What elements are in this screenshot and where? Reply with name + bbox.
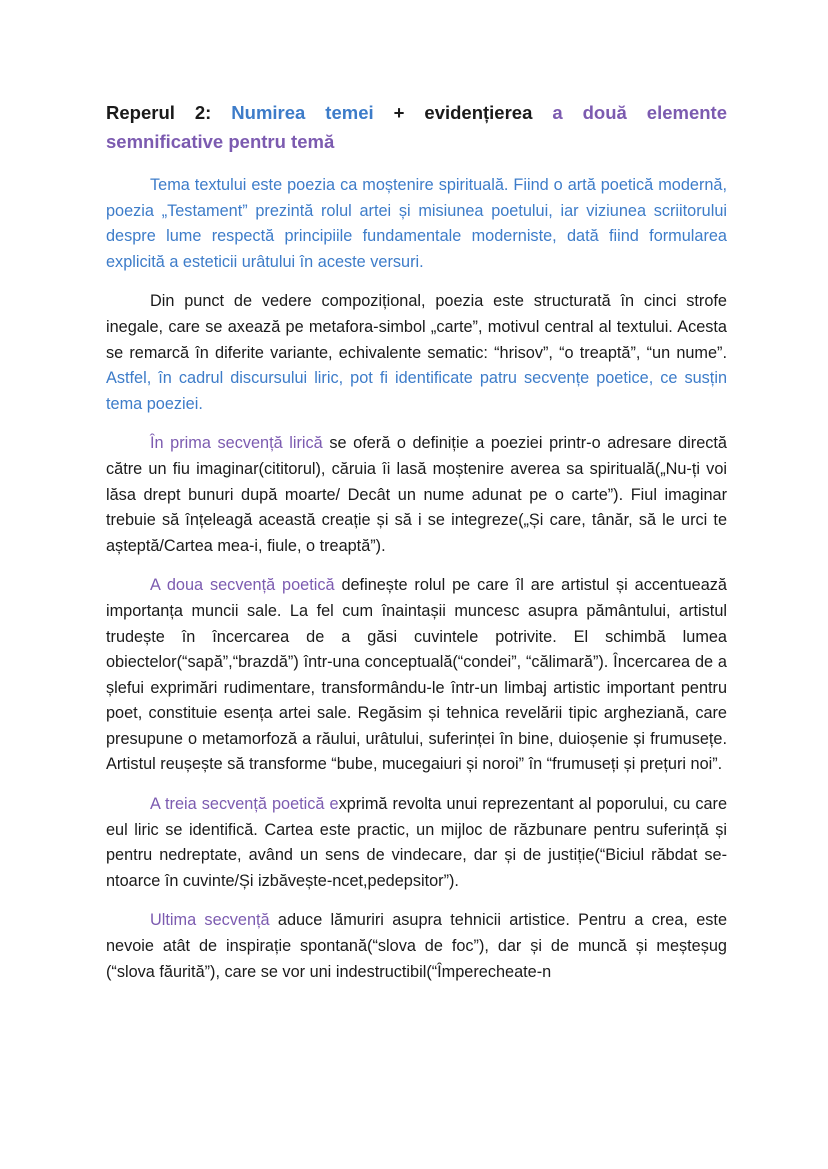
sequence-1-text: se oferă o definiție a poeziei printr-o adresare directă către un fiu imaginar(cititorul), căruia îi lasă moștenire averea sa spirituală(„Nu-ți voi lăsa drept bunuri după moarte/ Decât un nume adunat pe o carte”). Fiul imaginar trebuie să înțeleagă această creație și să i se integreze(„Și care, tânăr, să le urci te așteptă/Cartea mea-i, fiule, o treaptă”). (106, 434, 727, 555)
composition-text: Din punct de vedere compozițional, poezia este structurată în cinci strofe inegale, care se axează pe metafora-simbol „carte”, motivul central al textului. Acesta se remarcă în diferite variante, echivalente sematic: “hrisov”, “o treaptă”, “un nume”. (106, 292, 727, 362)
sequence-2-text: definește rolul pe care îl are artistul și accentuează importanța muncii sale. La fel cum înaintașii muncesc asupra pământului, artistul trudește în încercarea de a găsi cuvintele potrivite. El schimbă lumea obiectelor(“sapă”,“brazdă”) într-una conceptuală(“condei”, “călimară”). Încercarea de a șlefui exprimări rudimentare, transformându-le într-un limbaj artistic important pentru poet, constituie esența artei sale. Regăsim și tehnica revelării tipic argheziană, care presupune o metamorfoză a răului, urâtului, suferinței în bine, duioșenie și frumusețe. Artistul reușește să transforme “bube, mucegaiuri și noroi” în “frumuseți și prețuri noi”. (106, 576, 727, 774)
sequence-4-label: Ultima secvență (150, 911, 270, 930)
paragraph-theme: Tema textului este poezia ca moștenire spirituală. Fiind o artă poetică modernă, poezia „Testament” prezintă rolul artei și misiunea poetului, iar viziunea scriitorului despre lume respectă principiile fundamentale moderniste, dată fiind formularea explicită a esteticii urâtului în aceste versuri. (106, 176, 727, 271)
sequence-1-label: În prima secvență lirică (150, 434, 323, 453)
paragraph-sequence-1 (106, 431, 727, 559)
section-heading (106, 98, 727, 156)
heading-label: Reperul 2: (106, 102, 232, 123)
document-page (106, 98, 727, 999)
heading-elements: a două elemente semnificative pentru temă (106, 102, 728, 152)
sequence-3-text: xprimă revolta unui reprezentant al poporului, cu care eul liric se identifică. Cartea este practic, un mijloc de răzbunare pentru suferință și pentru nedreptate, având un sens de vindecare, dar și de justiție(“Biciul răbdat se-ntoarce în cuvinte/Și izbăvește-ncet,pedepsitor”). (106, 795, 727, 890)
paragraph-sequence-3 (106, 792, 727, 894)
heading-connector: + evidențierea (373, 102, 553, 123)
paragraph-sequence-2 (106, 573, 727, 778)
sequence-3-label: A treia secvență poetică e (150, 795, 339, 814)
sequence-2-label: A doua secvență poetică (150, 576, 335, 595)
sequence-4-text: aduce lămuriri asupra tehnicii artistice. Pentru a crea, este nevoie atât de inspirație spontană(“slova de foc”), dar și de muncă și meșteșug (“slova făurită”), care se vor uni indestructibil(“Împerecheate-n (106, 911, 727, 981)
composition-sequences: Astfel, în cadrul discursului liric, pot fi identificate patru secvențe poetice, ce susțin tema poeziei. (106, 369, 727, 413)
paragraph-composition (106, 289, 727, 417)
paragraph-sequence-4 (106, 908, 727, 985)
heading-theme: Numirea temei (231, 102, 374, 123)
